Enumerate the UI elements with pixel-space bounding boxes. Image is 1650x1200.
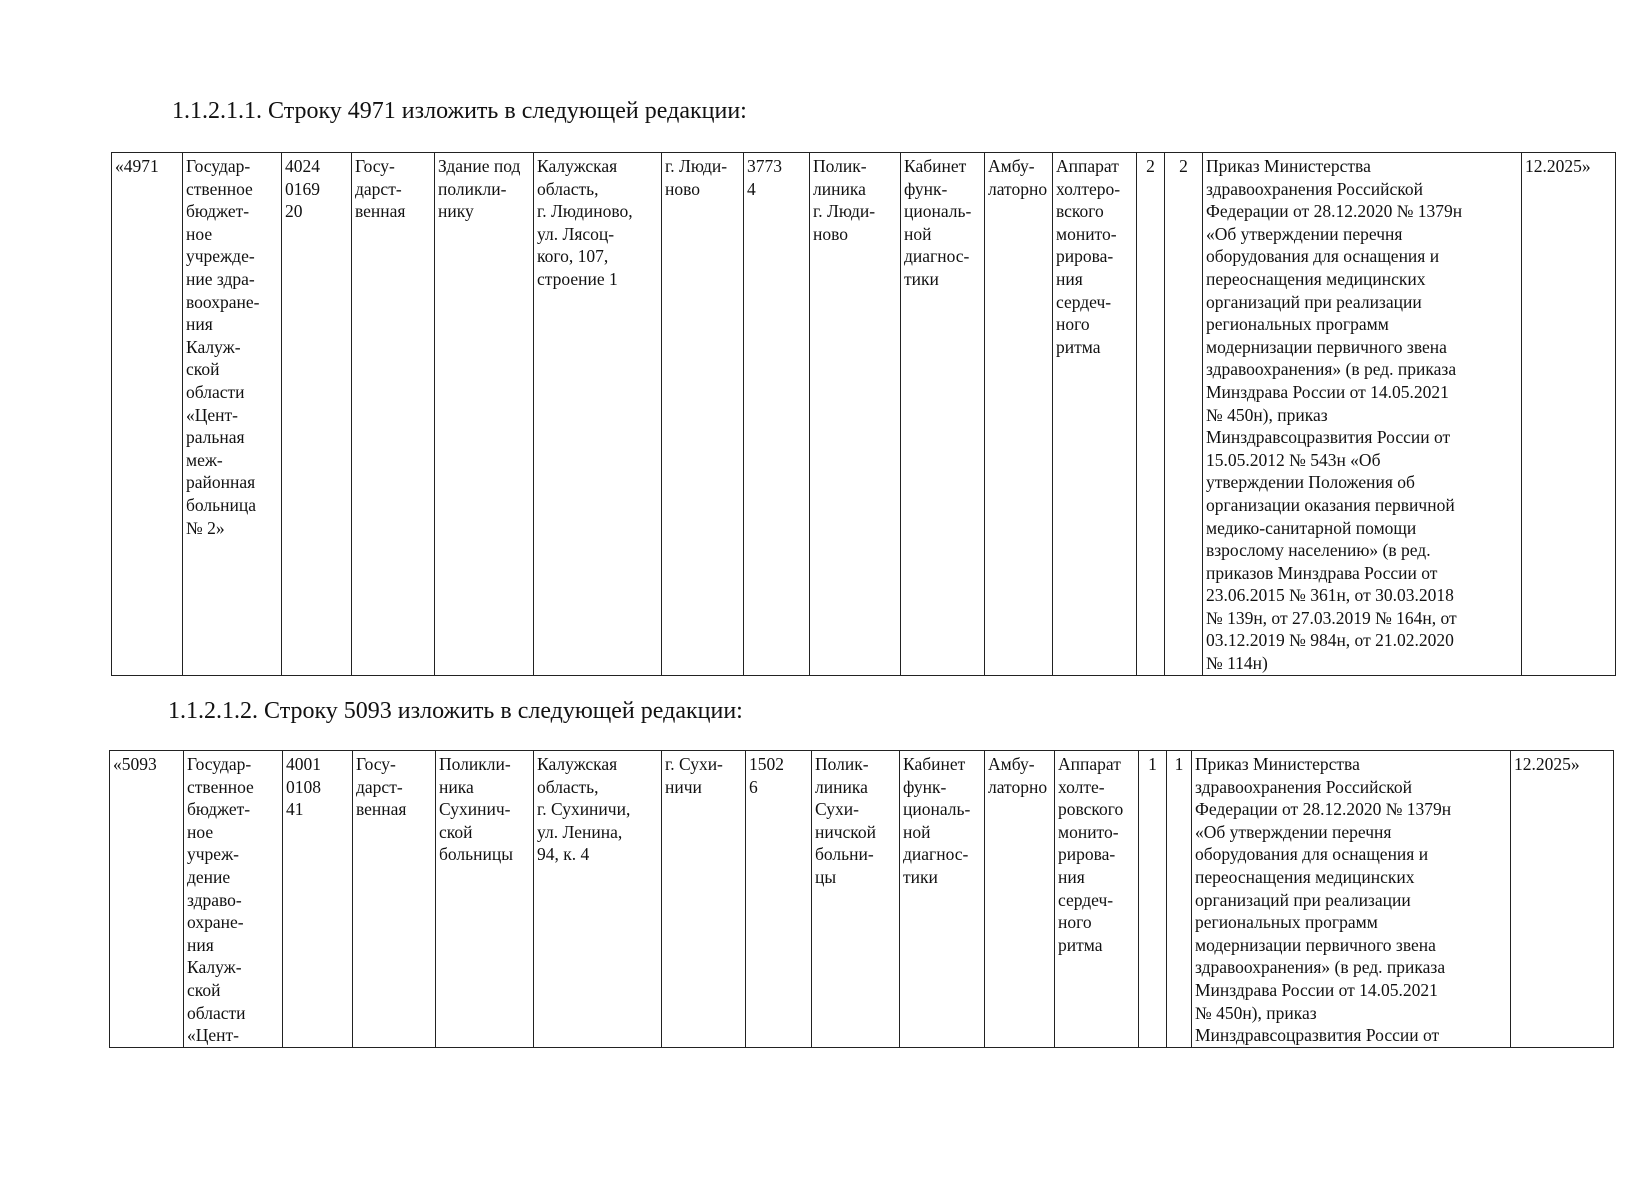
- table-row: [110, 751, 1614, 1048]
- cell-quantity-a: 1: [1139, 751, 1167, 1048]
- cell-row-number: «4971: [112, 153, 183, 676]
- cell-locality: г. Люди- ново: [662, 153, 744, 676]
- table-row-4971: [111, 152, 1616, 676]
- cell-institution: Государ- ственное бюджет- ное учрежде- ние здра- воохране- ния Калуж- ской области «Цент- ральная меж- районная больница № 2»: [183, 153, 282, 676]
- cell-inn: 4024 0169 20: [282, 153, 352, 676]
- cell-locality: г. Сухи- ничи: [662, 751, 746, 1048]
- cell-quantity-b: 1: [1167, 751, 1192, 1048]
- cell-room: Кабинет функ- циональ- ной диагнос- тики: [900, 751, 985, 1048]
- cell-quantity-a: 2: [1137, 153, 1165, 676]
- heading-row-4971: 1.1.2.1.1. Строку 4971 изложить в следующей редакции:: [172, 98, 747, 124]
- cell-ownership: Госу- дарст- венная: [353, 751, 436, 1048]
- cell-room: Кабинет функ- циональ- ной диагнос- тики: [901, 153, 985, 676]
- heading-row-5093: 1.1.2.1.2. Строку 5093 изложить в следующей редакции:: [168, 698, 743, 724]
- cell-equipment: Аппарат холтеро- вского монито- рирова- ния сердеч- ного ритма: [1053, 153, 1137, 676]
- cell-deadline: 12.2025»: [1522, 153, 1616, 676]
- cell-building: Поликли- ника Сухинич- ской больницы: [436, 751, 534, 1048]
- cell-unit: Полик- линика г. Люди- ново: [810, 153, 901, 676]
- cell-institution: Государ- ственное бюджет- ное учреж- дение здраво- охране- ния Калуж- ской области «Цент-: [184, 751, 283, 1048]
- table-row: [112, 153, 1616, 676]
- cell-code: 3773 4: [744, 153, 810, 676]
- cell-address: Калужская область, г. Людиново, ул. Лясоц- кого, 107, строение 1: [534, 153, 662, 676]
- cell-building: Здание под поликли- нику: [435, 153, 534, 676]
- cell-row-number: «5093: [110, 751, 184, 1048]
- table-row-5093: [109, 750, 1614, 1048]
- cell-quantity-b: 2: [1165, 153, 1203, 676]
- cell-equipment: Аппарат холте- ровского монито- рирова- ния сердеч- ного ритма: [1055, 751, 1139, 1048]
- cell-address: Калужская область, г. Сухиничи, ул. Ленина, 94, к. 4: [534, 751, 662, 1048]
- cell-care-type: Амбу- латорно: [985, 751, 1055, 1048]
- cell-deadline: 12.2025»: [1511, 751, 1614, 1048]
- cell-legal-basis: Приказ Министерства здравоохранения Российской Федерации от 28.12.2020 № 1379н «Об утверждении перечня оборудования для оснащения и переоснащения медицинских организаций при реализации региональных программ модернизации первичного звена здравоохранения» (в ред. приказа Минздрава России от 14.05.2021 № 450н), приказ Минздравсоцразвития России от: [1192, 751, 1511, 1048]
- cell-inn: 4001 0108 41: [283, 751, 353, 1048]
- cell-care-type: Амбу- латорно: [985, 153, 1053, 676]
- cell-code: 1502 6: [746, 751, 812, 1048]
- cell-legal-basis: Приказ Министерства здравоохранения Российской Федерации от 28.12.2020 № 1379н «Об утверждении перечня оборудования для оснащения и переоснащения медицинских организаций при реализации региональных программ модернизации первичного звена здравоохранения» (в ред. приказа Минздрава России от 14.05.2021 № 450н), приказ Минздравсоцразвития России от 15.05.2012 № 543н «Об утверждении Положения об организации оказания первичной медико-санитарной помощи взрослому населению» (в ред. приказов Минздрава России от 23.06.2015 № 361н, от 30.03.2018 № 139н, от 27.03.2019 № 164н, от 03.12.2019 № 984н, от 21.02.2020 № 114н): [1203, 153, 1522, 676]
- cell-ownership: Госу- дарст- венная: [352, 153, 435, 676]
- cell-unit: Полик- линика Сухи- ничской больни- цы: [812, 751, 900, 1048]
